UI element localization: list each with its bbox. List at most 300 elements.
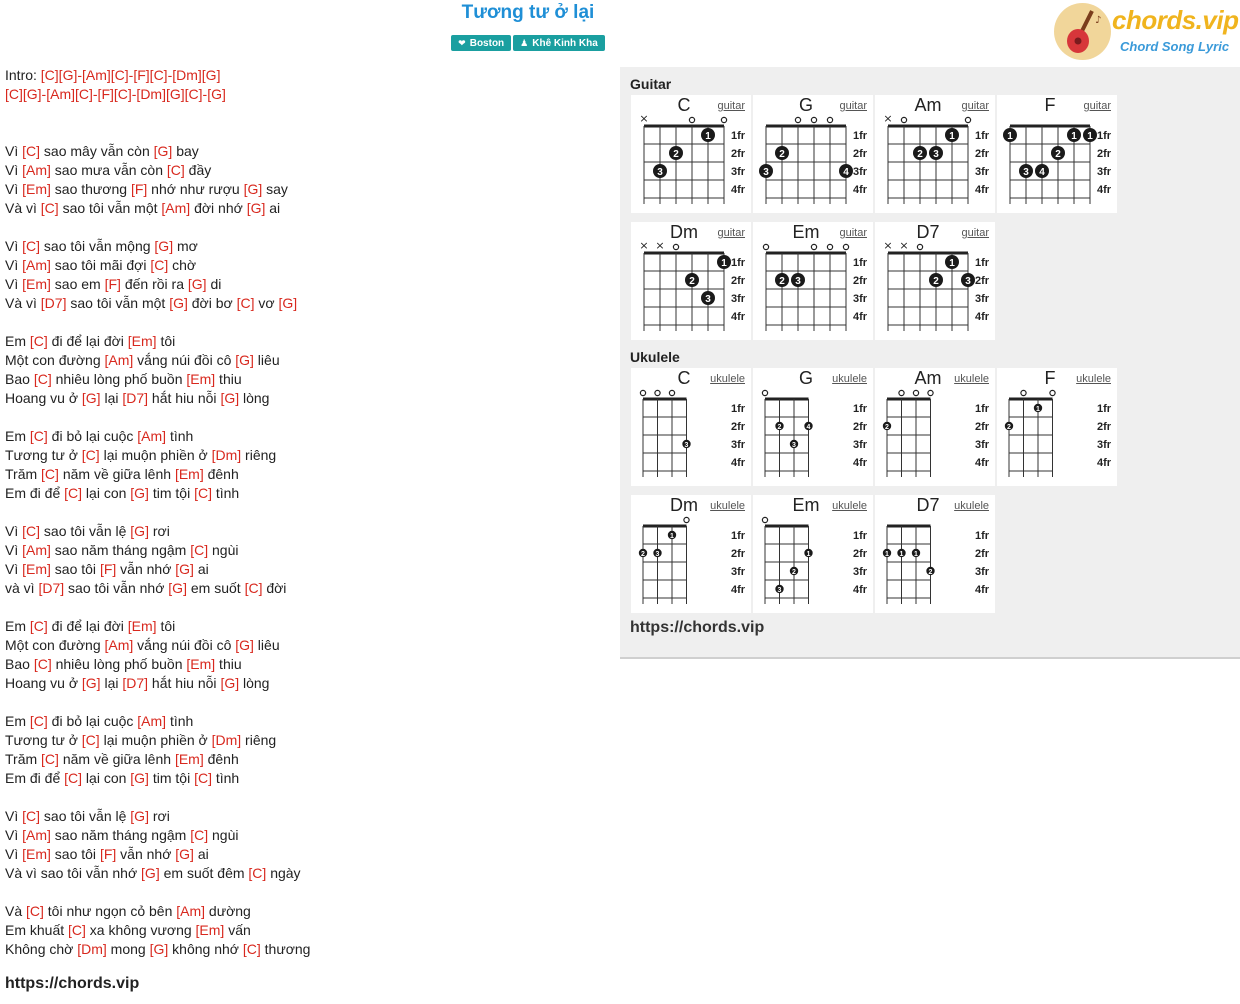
open-string-mark [928,390,933,395]
footer-url[interactable]: https://chords.vip [5,975,140,992]
lyric-text: sao tôi [50,561,100,577]
lyric-text: ai [265,200,281,216]
ukulele-link[interactable]: ukulele [832,500,867,512]
lyric-line [5,750,605,769]
chord-token[interactable]: [C] [22,143,41,159]
lyric-text: đênh [203,751,239,767]
finger-number: 3 [655,551,660,558]
chord-token[interactable]: [D7] [38,580,65,596]
chord-token[interactable]: [C] [22,238,41,254]
ukulele-chord-em[interactable] [753,495,873,613]
chord-token[interactable]: [C] [166,162,185,178]
open-string-mark [762,517,767,522]
fret-label: 3fr [853,439,868,451]
lyric-text: sao tôi mãi đợi [50,257,151,273]
fret-label: 2fr [853,148,868,160]
chord-token[interactable]: [G] [130,770,149,786]
lyric-text: và vì [5,580,39,596]
lyric-line [5,351,605,370]
lyric-line [5,256,605,275]
chord-token[interactable]: [G] [235,352,254,368]
chord-token[interactable]: [G] [130,523,149,539]
guitar-icon [1054,3,1111,60]
lyric-text: nhiêu lòng phố buồn [51,371,187,387]
lyric-line [5,180,605,199]
lyric-text: thương [260,941,311,957]
fret-label: 4fr [731,584,746,596]
chord-token[interactable]: [C] [68,922,86,938]
ukulele-chord-am[interactable] [875,368,995,486]
fret-label: 4fr [731,457,746,469]
lyric-text: Vì [5,238,23,254]
chord-token[interactable]: [C] [64,485,83,501]
lyric-text: đầy [184,162,212,178]
finger-number: 1 [949,258,955,269]
ukulele-link[interactable]: ukulele [1076,373,1111,385]
chord-token[interactable]: [Am] [22,542,51,558]
chord-token[interactable]: [G] [175,561,194,577]
chord-token[interactable]: [Dm] [77,941,107,957]
finger-number: 3 [1023,167,1029,178]
lyric-text: sao tôi vẫn lệ [40,808,131,824]
chord-token[interactable]: [G] [220,675,240,691]
lyric-text: Trăm [5,466,42,482]
lyric-text: vẫn nhớ [116,846,176,862]
fret-label: 1fr [975,130,990,142]
chord-token[interactable]: [C][G]-[Am][C]-[F][C]-[Dm][G][C]-[G] [5,86,226,102]
song-badges [0,35,1056,51]
lyric-text: đênh [203,466,239,482]
chord-name: Dm [670,495,698,515]
guitar-chord-g[interactable] [753,95,873,213]
lyric-text: rơi [148,808,170,824]
chord-token[interactable]: [C] [29,428,48,444]
lyric-text: Vì [5,808,23,824]
lyric-text: hắt hiu nỗi [148,675,221,691]
chord-token[interactable]: [G] [235,637,254,653]
open-string-mark [673,244,678,249]
chord-token[interactable]: [C] [40,200,59,216]
fret-label: 4fr [1097,184,1112,196]
chord-token[interactable]: [D7] [122,675,149,691]
guitar-link[interactable]: guitar [961,100,989,112]
fret-label: 3fr [853,566,868,578]
guitar-chord-em[interactable] [753,222,873,340]
chord-token[interactable]: [C] [150,257,169,273]
guitar-chord-am[interactable] [875,95,995,213]
lyric-gap [5,218,605,237]
chord-token[interactable]: [Em] [22,846,51,862]
lyric-line [5,579,605,598]
lyric-text: em suốt đêm [159,865,249,881]
muted-string-mark: × [655,239,665,252]
ukulele-link[interactable]: ukulele [954,373,989,385]
lyric-line [5,731,605,750]
finger-number: 1 [1071,131,1077,142]
chord-token[interactable]: [G] [220,390,240,406]
ukulele-chord-dm[interactable] [631,495,751,613]
finger-number: 1 [721,258,727,269]
lyric-line [5,769,605,788]
finger-number: 1 [705,131,711,142]
chord-token[interactable]: [C] [190,542,209,558]
lyric-text: liêu [253,637,280,653]
lyric-text: sao em [50,276,105,292]
guitar-link[interactable]: guitar [961,227,989,239]
chord-token[interactable]: [C] [190,827,209,843]
chord-token[interactable]: [Dm] [211,447,242,463]
guitar-chord-c[interactable] [631,95,751,213]
fret-label: 3fr [1097,166,1112,178]
chord-token[interactable]: [G] [246,200,266,216]
lyric-text: sao năm tháng ngậm [50,542,191,558]
lyric-text: lại muộn phiền ở [99,732,212,748]
chord-token[interactable]: [Am] [161,200,191,216]
artist-badge[interactable] [451,35,511,51]
muted-string-mark: × [883,112,893,125]
ukulele-link[interactable]: ukulele [710,373,745,385]
lyric-text: ai [193,846,209,862]
lyric-text: đi bỏ lại cuộc [47,428,138,444]
lyric-text: Em [5,333,30,349]
chord-token[interactable]: [G] [154,238,174,254]
chord-token[interactable]: [Am] [104,352,134,368]
chord-token[interactable]: [F] [99,561,117,577]
lyric-text: Bao [5,371,34,387]
chord-token[interactable]: [C] [41,751,59,767]
lyric-text: lòng [239,390,270,406]
lyric-gap [5,883,605,902]
lyric-line [5,712,605,731]
fret-label: 1fr [853,130,868,142]
lyric-line [5,332,605,351]
finger-number: 2 [779,149,785,160]
chord-token[interactable]: [G] [168,580,187,596]
guitar-chord-d7[interactable] [875,222,995,340]
open-string-mark [913,390,918,395]
site-logo[interactable] [1054,3,1239,61]
chord-token[interactable]: [Em] [195,922,225,938]
chord-token[interactable]: [Em] [127,333,157,349]
panel-url[interactable]: https://chords.vip [630,619,765,636]
author-badge[interactable] [513,35,605,51]
lyric-text: Em khuất [5,922,69,938]
chord-name: Am [914,368,942,388]
finger-number: 1 [914,551,918,558]
ukulele-link[interactable]: ukulele [832,373,867,385]
open-string-mark [827,117,832,122]
chord-token[interactable]: [G] [278,295,298,311]
chord-token[interactable]: [C] [33,371,52,387]
open-string-mark [721,117,726,122]
chord-name: F [1044,95,1056,115]
chord-token[interactable]: [F] [104,276,121,292]
fret-label: 1fr [853,257,868,269]
chord-token[interactable]: [C] [81,732,100,748]
open-string-mark [655,390,660,395]
chord-name: F [1044,368,1056,388]
finger-number: 2 [792,569,796,576]
chord-token[interactable]: [C] [64,770,83,786]
lyric-text: Em đi để [5,770,65,786]
guitar-link[interactable]: guitar [1083,100,1111,112]
lyric-text: Vì [5,276,23,292]
lyric-text: sao tôi vẫn một [66,295,170,311]
lyric-line [5,370,605,389]
lyric-text: tôi [156,618,176,634]
chord-token[interactable]: [Em] [174,466,204,482]
open-string-mark [811,244,816,249]
finger-number: 3 [684,442,689,449]
chord-token[interactable]: [G] [81,390,101,406]
lyric-line [5,85,605,104]
guitar-chord-dm[interactable] [631,222,751,340]
chord-name: D7 [916,495,940,515]
lyric-line [5,66,605,85]
chord-token[interactable]: [G] [81,675,101,691]
chord-token[interactable]: [C] [29,618,48,634]
fret-label: 3fr [853,293,868,305]
chord-token[interactable]: [Am] [104,637,134,653]
chord-diagram [631,495,751,613]
lyric-text: Và vì [5,200,41,216]
chord-diagram [753,368,873,486]
chord-diagram [875,95,995,213]
lyric-text: em suốt [186,580,245,596]
guitar-chord-f[interactable] [997,95,1117,213]
finger-number: 2 [933,276,939,287]
fret-label: 1fr [731,530,746,542]
lyric-text: Tương tư ở [5,732,82,748]
chord-token[interactable]: [Em] [186,656,216,672]
chord-token[interactable]: [G] [153,143,173,159]
chord-token[interactable]: [Am] [22,162,51,178]
guitar-link[interactable]: guitar [717,227,745,239]
chord-token[interactable]: [C] [26,903,44,919]
ukulele-chord-d7[interactable] [875,495,995,613]
open-string-mark [640,390,645,395]
lyric-text: đi để lại đời [47,333,128,349]
fret-label: 2fr [731,421,746,433]
lyric-text: Vì [5,561,23,577]
lyric-line [5,522,605,541]
chord-token[interactable]: [G] [243,181,263,197]
lyric-text: liêu [253,352,280,368]
lyric-line [5,864,605,883]
fret-label: 3fr [853,166,868,178]
lyric-line [5,560,605,579]
fret-label: 4fr [731,311,746,323]
fret-label: 4fr [975,584,990,596]
lyric-gap [5,408,605,427]
guitar-link[interactable]: guitar [717,100,745,112]
chord-token[interactable]: [G] [175,846,194,862]
lyric-gap [5,503,605,522]
lyric-text: tim tội [148,485,195,501]
chord-token[interactable]: [G] [130,485,149,501]
chord-token[interactable]: [G] [169,295,188,311]
chord-token[interactable]: [Am] [22,827,51,843]
chord-token[interactable]: [C] [33,656,52,672]
fret-label: 2fr [1097,421,1112,433]
open-string-mark [901,117,906,122]
chord-token[interactable]: [G] [187,276,207,292]
author-label: Khê Kinh Kha [532,38,598,49]
lyric-text: sao năm tháng ngậm [50,827,191,843]
lyric-text: di [206,276,222,292]
lyric-gap [5,598,605,617]
finger-number: 2 [641,551,645,558]
chord-token[interactable]: [C] [242,941,261,957]
song-title: Tương tư ở lại [461,2,595,23]
chord-token[interactable]: [C] [81,447,100,463]
fret-label: 3fr [731,166,746,178]
chord-token[interactable]: [Em] [22,181,51,197]
fret-label: 4fr [1097,457,1112,469]
lyric-text: không nhớ [168,941,243,957]
lyric-text: riêng [241,732,277,748]
guitar-link[interactable]: guitar [839,100,867,112]
lyric-text: Bao [5,656,34,672]
fret-label: 1fr [1097,403,1112,415]
chord-token[interactable]: [Am] [137,428,167,444]
lyric-line [5,617,605,636]
chord-name: C [677,368,691,388]
lyrics-body [5,66,605,959]
lyric-text: năm về giữa lênh [58,466,175,482]
chord-name: Em [792,495,820,515]
lyric-text: thiu [215,656,242,672]
chord-diagram [875,222,995,340]
chord-token[interactable]: [Em] [174,751,204,767]
lyric-text: năm về giữa lênh [58,751,175,767]
chord-token[interactable]: [Em] [186,371,216,387]
finger-number: 3 [705,294,711,305]
chord-diagram [997,368,1117,486]
lyric-line [5,161,605,180]
lyric-text: sao mây vẫn còn [40,143,154,159]
guitar-link[interactable]: guitar [839,227,867,239]
svg-text:♪: ♪ [1095,15,1102,26]
lyric-line [5,674,605,693]
chord-token[interactable]: [C][G]-[Am][C]-[F][C]-[Dm][G] [40,67,221,83]
ukulele-chord-g[interactable] [753,368,873,486]
chord-token[interactable]: [C] [248,865,267,881]
chord-token[interactable]: [F] [130,181,148,197]
lyric-line [5,237,605,256]
lyric-text: vơ [254,295,279,311]
lyric-line [5,921,605,940]
finger-number: 4 [1039,167,1045,178]
lyric-gap [5,104,605,123]
lyric-text: đi bỏ lại cuộc [47,713,138,729]
chord-diagram [631,95,751,213]
lyric-text: Vì [5,523,23,539]
fret-label: 2fr [853,421,868,433]
lyric-text: Không chờ [5,941,78,957]
chord-diagram [875,368,995,486]
chord-name: Em [792,222,820,242]
lyric-line [5,541,605,560]
chord-token[interactable]: [C] [41,466,59,482]
ukulele-link[interactable]: ukulele [954,500,989,512]
chord-token[interactable]: [C] [22,808,41,824]
lyric-text: Em [5,713,30,729]
chord-token[interactable]: [Dm] [211,732,242,748]
chord-token[interactable]: [C] [244,580,263,596]
chord-token[interactable]: [G] [149,941,169,957]
ukulele-heading: Ukulele [630,349,680,365]
chord-token[interactable]: [Em] [127,618,157,634]
fret-label: 2fr [975,421,990,433]
lyric-text: tôi [156,333,176,349]
ukulele-chord-f[interactable] [997,368,1117,486]
lyric-line [5,807,605,826]
chord-token[interactable]: [C] [29,333,48,349]
muted-string-mark: × [899,239,909,252]
chord-token[interactable]: [G] [141,865,160,881]
lyric-text: Vì [5,143,23,159]
finger-number: 1 [885,551,889,558]
lyric-text: ngùi [208,542,239,558]
fret-label: 1fr [853,530,868,542]
chord-token[interactable]: [D7] [40,295,67,311]
lyric-text: Trăm [5,751,42,767]
chord-token[interactable]: [Em] [22,561,51,577]
chord-token[interactable]: [Am] [176,903,206,919]
chord-token[interactable]: [Em] [22,276,51,292]
lyric-text: bay [172,143,199,159]
chord-token[interactable]: [C] [194,770,212,786]
lyric-text: Vì [5,846,23,862]
chord-token[interactable]: [F] [99,846,117,862]
chord-token[interactable]: [C] [194,485,212,501]
lyric-text: hắt hiu nỗi [148,390,221,406]
ukulele-link[interactable]: ukulele [710,500,745,512]
chord-token[interactable]: [D7] [122,390,149,406]
fret-label: 2fr [731,275,746,287]
chord-token[interactable]: [C] [29,713,48,729]
lyric-gap [5,693,605,712]
chord-token[interactable]: [Am] [22,257,51,273]
chord-token[interactable]: [C] [22,523,41,539]
chord-token[interactable]: [G] [130,808,149,824]
chord-token[interactable]: [C] [236,295,255,311]
ukulele-chord-c[interactable] [631,368,751,486]
lyric-text: xa không vương [85,922,196,938]
chord-panel [620,67,1240,659]
finger-number: 1 [949,131,955,142]
lyric-line [5,484,605,503]
finger-number: 3 [657,167,663,178]
lyric-gap [5,788,605,807]
fret-label: 3fr [1097,439,1112,451]
fret-label: 3fr [731,566,746,578]
lyric-text: vắng núi đồi cô [133,352,236,368]
lyric-gap [5,313,605,332]
user-icon: ♟ [520,38,529,48]
lyric-text: vắng núi đồi cô [133,637,236,653]
lyric-text: lòng [239,675,270,691]
lyric-text: Và vì [5,295,41,311]
chord-diagram [997,95,1117,213]
lyric-text: tình [166,713,194,729]
fret-label: 2fr [1097,148,1112,160]
lyric-text: Vì [5,827,23,843]
open-string-mark [917,244,922,249]
muted-string-mark: × [639,112,649,125]
chord-token[interactable]: [Am] [137,713,167,729]
